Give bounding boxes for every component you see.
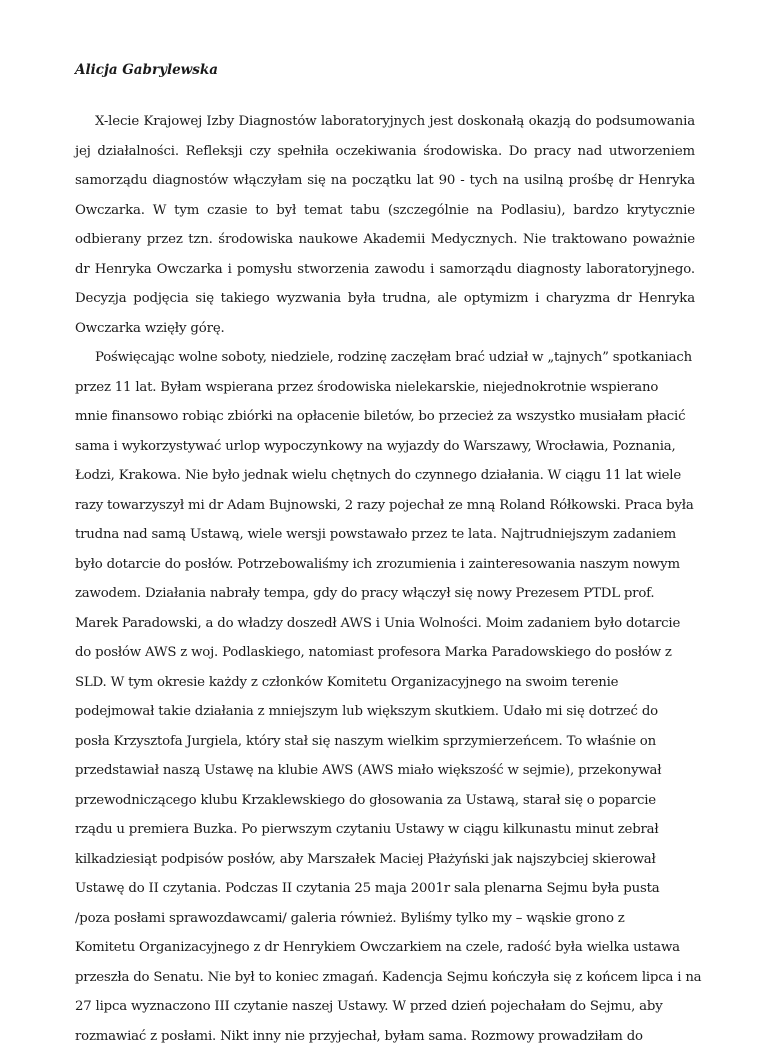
text-line: Marek Paradowski, a do władzy doszedł AWS i Unia Wolności. Moim zadaniem było dotarcie xyxy=(75,609,695,639)
text-line: do posłów AWS z woj. Podlaskiego, natomiast profesora Marka Paradowskiego do posłów z xyxy=(75,638,695,668)
text-line: było dotarcie do posłów. Potrzebowaliśmy ich zrozumienia i zainteresowania naszym nowym xyxy=(75,550,695,580)
text-line: kilkadziesiąt podpisów posłów, aby Marszałek Maciej Płażyński jak najszybciej skierował xyxy=(75,845,695,875)
text-line: Owczarka wzięły górę. xyxy=(75,314,695,344)
text-line: sama i wykorzystywać urlop wypoczynkowy na wyjazdy do Warszawy, Wrocławia, Poznania, xyxy=(75,432,695,462)
text-line: przedstawiał naszą Ustawę na klubie AWS (AWS miało większość w sejmie), przekonywał xyxy=(75,756,695,786)
text-line: rozmawiać z posłami. Nikt inny nie przyjechał, byłam sama. Rozmowy prowadziłam do xyxy=(75,1022,695,1051)
text-line: trudna nad samą Ustawą, wiele wersji powstawało przez te lata. Najtrudniejszym zadaniem xyxy=(75,520,695,550)
text-line: Decyzja podjęcia się takiego wyzwania była trudna, ale optymizm i charyzma dr Henryka xyxy=(75,284,695,314)
text-line: razy towarzyszył mi dr Adam Bujnowski, 2 razy pojechał ze mną Roland Rółkowski. Praca była xyxy=(75,491,695,521)
text-line: przewodniczącego klubu Krzaklewskiego do głosowania za Ustawą, starał się o poparcie xyxy=(75,786,695,816)
text-line: Ustawę do II czytania. Podczas II czytania 25 maja 2001r sala plenarna Sejmu była pusta xyxy=(75,874,695,904)
text-line: Owczarka. W tym czasie to był temat tabu (szczególnie na Podlasiu), bardzo krytycznie xyxy=(75,196,695,226)
text-line: podejmował takie działania z mniejszym lub większym skutkiem. Udało mi się dotrzeć do xyxy=(75,697,695,727)
paragraph-2 xyxy=(75,343,695,1051)
author-name: Alicja Gabrylewska xyxy=(75,60,695,80)
text-line: dr Henryka Owczarka i pomysłu stworzenia zawodu i samorządu diagnosty laboratoryjnego. xyxy=(75,255,695,285)
text-line: samorządu diagnostów włączyłam się na początku lat 90 - tych na usilną prośbę dr Henryka xyxy=(75,166,695,196)
text-line: posła Krzysztofa Jurgiela, który stał się naszym wielkim sprzymierzeńcem. To właśnie on xyxy=(75,727,695,757)
text-line: Łodzi, Krakowa. Nie było jednak wielu chętnych do czynnego działania. W ciągu 11 lat wiele xyxy=(75,461,695,491)
document-page xyxy=(75,60,695,1051)
text-line: /poza posłami sprawozdawcami/ galeria również. Byliśmy tylko my – wąskie grono z xyxy=(75,904,695,934)
text-line: przez 11 lat. Byłam wspierana przez środowiska nielekarskie, niejednokrotnie wspierano xyxy=(75,373,695,403)
text-line: jej działalności. Refleksji czy spełniła oczekiwania środowiska. Do pracy nad utworzeniem xyxy=(75,137,695,167)
text-line: Poświęcając wolne soboty, niedziele, rodzinę zaczęłam brać udział w „tajnych” spotkaniach xyxy=(75,343,695,373)
text-line: SLD. W tym okresie każdy z członków Komitetu Organizacyjnego na swoim terenie xyxy=(75,668,695,698)
text-line: Komitetu Organizacyjnego z dr Henrykiem Owczarkiem na czele, radość była wielka ustawa xyxy=(75,933,695,963)
text-line: 27 lipca wyznaczono III czytanie naszej Ustawy. W przed dzień pojechałam do Sejmu, aby xyxy=(75,992,695,1022)
text-line: X-lecie Krajowej Izby Diagnostów laboratoryjnych jest doskonałą okazją do podsumowania xyxy=(75,107,695,137)
text-line: przeszła do Senatu. Nie był to koniec zmagań. Kadencja Sejmu kończyła się z końcem lipca i na xyxy=(75,963,695,993)
text-line: mnie finansowo robiąc zbiórki na opłacenie biletów, bo przecież za wszystko musiałam płacić xyxy=(75,402,695,432)
text-line: zawodem. Działania nabrały tempa, gdy do pracy włączył się nowy Prezesem PTDL prof. xyxy=(75,579,695,609)
paragraph-1 xyxy=(75,107,695,343)
text-line: rządu u premiera Buzka. Po pierwszym czytaniu Ustawy w ciągu kilkunastu minut zebrał xyxy=(75,815,695,845)
text-line: odbierany przez tzn. środowiska naukowe Akademii Medycznych. Nie traktowano poważnie xyxy=(75,225,695,255)
